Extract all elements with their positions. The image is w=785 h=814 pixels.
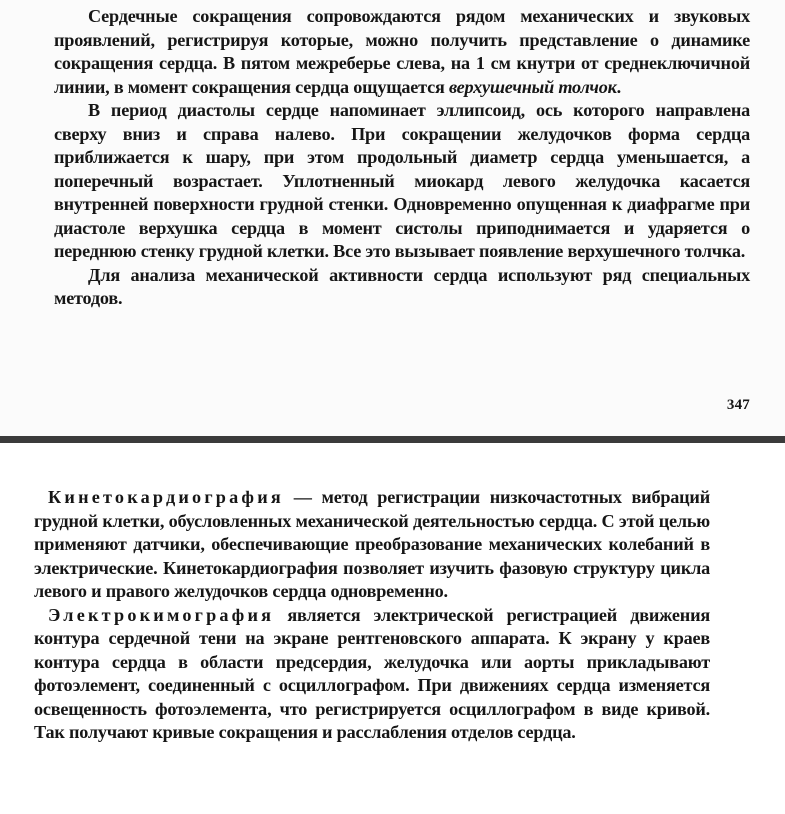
bottom-paragraph-2 [34,604,710,745]
page-number: 347 [726,397,750,413]
bottom-text-block [34,486,710,745]
page-separator [0,436,785,443]
term-electrokymography: Электрокимография [48,604,275,625]
bottom-paragraph-1-text: — метод регистрации низкочастотных вибраций грудной клетки, обусловленных механической деятельностью сердца. С этой целью применяют датчики, обеспечивающие преобразование механических колебаний в электрические. Кинетокардиография позволяет изучить фазовую структуру цикла левого и правого желудочков сердца одновременно. [34,487,710,601]
top-paragraph-1-text: Сердечные сокращения сопровождаются рядом механических и звуковых проявлений, регистрируя которые, можно получить представление о динамике сокращения сердца. В пятом межреберье слева, на 1 см кнутри от среднеключичной линии, в момент сокращения сердца ощущается [54,6,750,97]
top-text-block [54,5,750,311]
top-paragraph-1-emphasis: верхушечный толчок [448,76,617,97]
bottom-paragraph-2-text: является электрической регистрацией движения контура сердечной тени на экране рентгеновского аппарата. К экрану у краев контура сердца в области предсердия, желудочка или аорты прикладывают фотоэлемент, соединенный с осциллографом. При движениях сердца изменяется освещенность фотоэлемента, что регистрируется осциллографом в виде кривой. Так получают кривые сокращения и расслабления отделов сердца. [34,604,710,742]
top-paragraph-1 [54,5,750,99]
term-kinetocardiography: Кинетокардиография [48,487,284,507]
top-paragraph-2: В период диастолы сердце напоминает эллипсоид, ось которого направлена сверху вниз и справа налево. При сокращении желудочков форма сердца приближается к шару, при этом продольный диаметр сердца уменьшается, а поперечный возрастает. Уплотненный миокард левого желудочка касается внутренней поверхности грудной стенки. Одновременно опущенная к диафрагме при диастоле верхушка сердца в момент систолы приподнимается и ударяется о переднюю стенку грудной клетки. Все это вызывает появление верхушечного толчка. [54,100,750,261]
bottom-paragraph-1 [34,486,710,604]
top-paragraph-1-end: . [616,76,622,97]
top-paragraph-3: Для анализа механической активности сердца используют ряд специальных методов. [54,264,750,308]
